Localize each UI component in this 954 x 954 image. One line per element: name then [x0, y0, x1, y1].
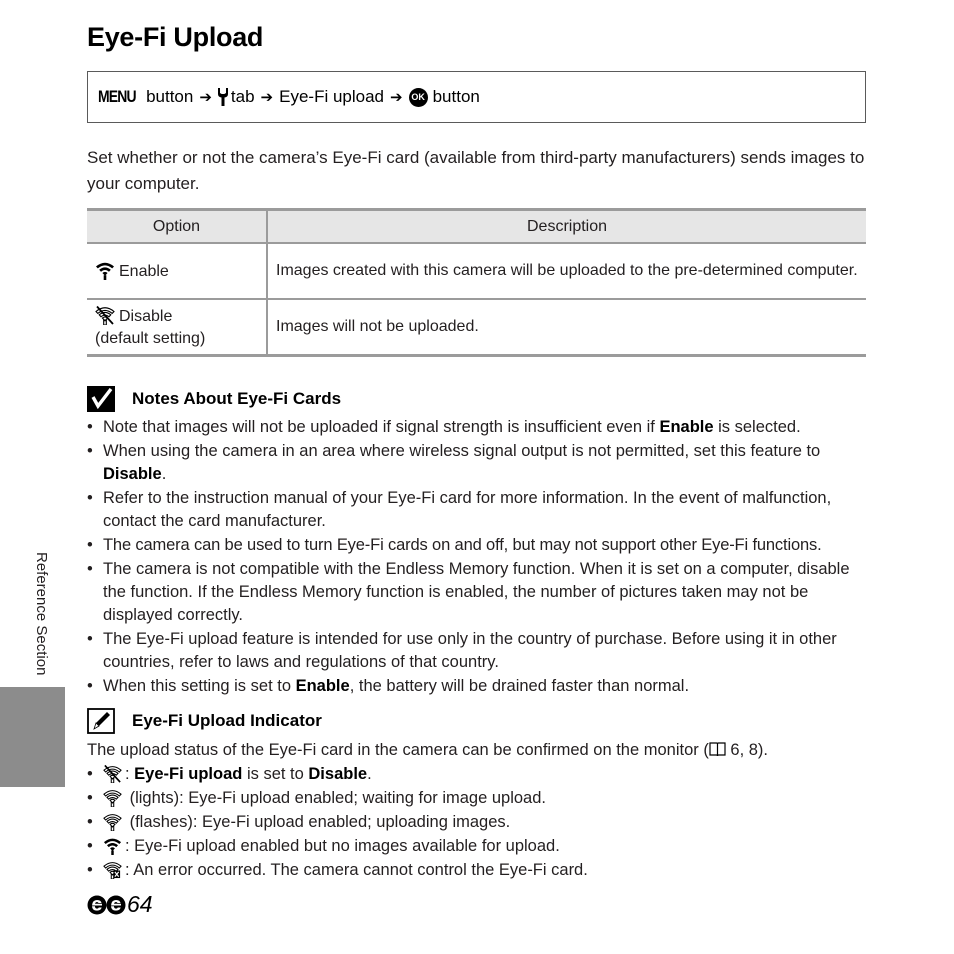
indicator-list	[87, 762, 872, 882]
description-cell: Images created with this camera will be uploaded to the pre-determined computer.	[267, 243, 866, 299]
list-item: • : An error occurred. The camera cannot control the Eye-Fi card.	[87, 858, 872, 882]
nav-end-word: button	[432, 87, 480, 106]
arrow-right-icon: ➔	[199, 89, 212, 106]
navigation-path-box	[87, 71, 866, 123]
description-cell: Images will not be uploaded.	[267, 299, 866, 356]
notes-list	[87, 416, 872, 699]
list-item: • Note that images will not be uploaded if signal strength is insufficient even if Enable is selected.	[87, 416, 872, 439]
reference-e-icon	[106, 895, 126, 915]
table-row	[87, 243, 866, 299]
list-item: • (flashes): Eye-Fi upload enabled; uploading images.	[87, 810, 872, 834]
option-name: Enable	[119, 262, 169, 280]
menu-button-icon: MENU	[98, 87, 136, 106]
option-table	[87, 208, 866, 357]
wifi-enabled-icon	[95, 260, 115, 280]
pencil-note-icon	[87, 708, 115, 734]
list-item: • Refer to the instruction manual of your Eye-Fi card for more information. In the event of malfunction, contact the card manufacturer.	[87, 487, 872, 533]
wrench-icon	[218, 88, 228, 106]
nav-tab-word: tab	[230, 87, 255, 106]
arrow-right-icon: ➔	[260, 89, 274, 106]
notes-title: Notes About Eye-Fi Cards	[132, 389, 342, 408]
side-section-label: Reference Section	[33, 552, 50, 676]
page-title: Eye-Fi Upload	[87, 22, 264, 52]
list-item: • The camera can be used to turn Eye-Fi cards on and off, but may not support other Eye-Fi functions.	[87, 534, 872, 557]
reference-e-icon	[87, 895, 107, 915]
option-cell	[87, 243, 267, 299]
wifi-error-icon	[103, 860, 122, 879]
option-cell	[87, 299, 267, 356]
notes-heading	[87, 386, 341, 412]
wifi-outline-icon	[103, 788, 122, 807]
intro-paragraph: Set whether or not the camera’s Eye-Fi card (available from third-party manufacturers) sends images to your computer.	[87, 148, 865, 193]
indicator-paragraph: The upload status of the Eye-Fi card in the camera can be confirmed on the monitor ( 6, 8).	[87, 741, 769, 759]
table-header-option: Option	[87, 210, 267, 244]
section-thumb-tab	[0, 687, 65, 787]
table-row	[87, 299, 866, 356]
indicator-heading	[87, 708, 322, 734]
option-default-note: (default setting)	[95, 329, 206, 347]
list-item: • When using the camera in an area where wireless signal output is not permitted, set this feature to Disable.	[87, 440, 872, 486]
list-item: • (lights): Eye-Fi upload enabled; waiting for image upload.	[87, 786, 872, 810]
ok-button-icon: OK	[409, 88, 428, 107]
nav-button-word: button	[146, 87, 194, 106]
option-name: Disable	[119, 307, 173, 325]
arrow-right-icon: ➔	[390, 89, 403, 106]
list-item: • : Eye-Fi upload is set to Disable.	[87, 762, 872, 786]
list-item: • The Eye-Fi upload feature is intended for use only in the country of purchase. Before using it in other countries, refer to laws and regulations of that country.	[87, 628, 872, 674]
list-item: • : Eye-Fi upload enabled but no images available for upload.	[87, 834, 872, 858]
wifi-disabled-icon	[103, 764, 122, 783]
wifi-outline-icon	[103, 812, 122, 831]
page-number	[87, 891, 153, 918]
nav-menu-item: Eye-Fi upload	[279, 87, 385, 106]
caution-check-icon	[87, 386, 115, 412]
page-number-value: 64	[127, 891, 153, 917]
wifi-disabled-icon	[95, 305, 115, 325]
list-item: • When this setting is set to Enable, the battery will be drained faster than normal.	[87, 675, 872, 698]
book-reference-icon	[709, 742, 726, 757]
table-header-description: Description	[267, 210, 866, 244]
indicator-title: Eye-Fi Upload Indicator	[132, 711, 322, 730]
list-item: • The camera is not compatible with the Endless Memory function. When it is set on a computer, disable the function. If the Endless Memory function is enabled, the number of pictures taken may not be displayed correctly.	[87, 558, 872, 627]
wifi-enabled-icon	[103, 836, 122, 855]
